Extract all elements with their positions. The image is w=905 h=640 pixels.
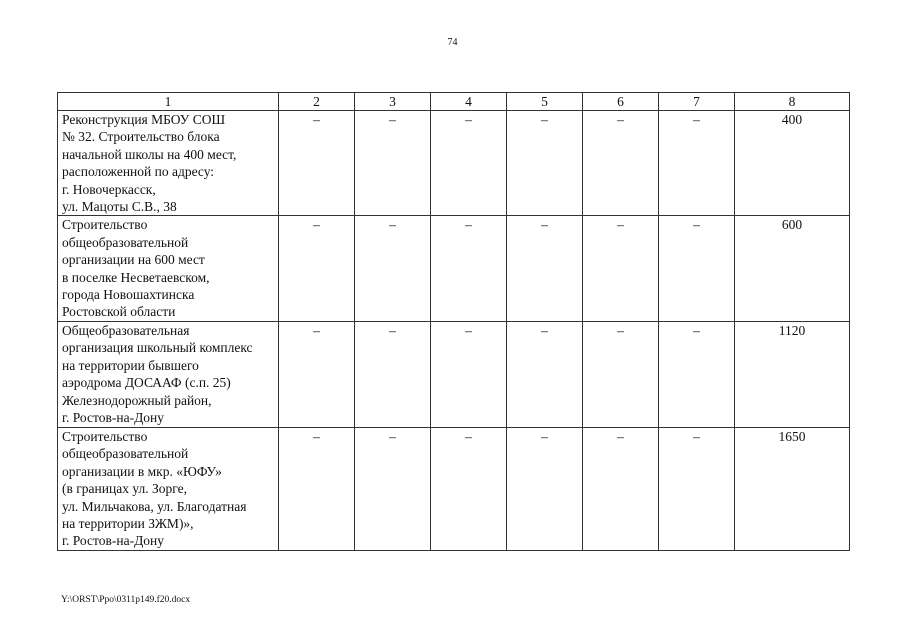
- column-header-1: 1: [58, 93, 279, 111]
- cell-col-4: –: [431, 427, 507, 550]
- cell-col-3: –: [355, 427, 431, 550]
- data-table: [57, 92, 850, 551]
- column-header-2: 2: [279, 93, 355, 111]
- row-name: Реконструкция МБОУ СОШ № 32. Строительство блока начальной школы на 400 мест, расположенной по адресу: г. Новочеркасск, ул. Мацоты С.В., 38: [58, 111, 279, 216]
- cell-col-5: –: [507, 111, 583, 216]
- cell-col-4: –: [431, 321, 507, 427]
- cell-col-7: –: [659, 216, 735, 321]
- table-row: [58, 427, 850, 550]
- cell-col-2: –: [279, 111, 355, 216]
- cell-col-4: –: [431, 216, 507, 321]
- table-row: [58, 111, 850, 216]
- cell-col-6: –: [583, 111, 659, 216]
- header-row: [58, 93, 850, 111]
- footer-file-path: Y:\ORST\Ppo\0311p149.f20.docx: [61, 595, 191, 605]
- cell-col-3: –: [355, 321, 431, 427]
- page-number: 74: [447, 37, 458, 48]
- row-name: Строительство общеобразовательной организации в мкр. «ЮФУ» (в границах ул. Зорге, ул. Мильчакова, ул. Благодатная на территории ЗЖМ)», г. Ростов-на-Дону: [58, 427, 279, 550]
- row-name: Строительство общеобразовательной организации на 600 мест в поселке Несветаевском, города Новошахтинска Ростовской области: [58, 216, 279, 321]
- cell-col-3: –: [355, 111, 431, 216]
- cell-col-5: –: [507, 427, 583, 550]
- cell-col-7: –: [659, 111, 735, 216]
- cell-col-2: –: [279, 216, 355, 321]
- column-header-6: 6: [583, 93, 659, 111]
- cell-col-6: –: [583, 427, 659, 550]
- cell-col-8: 600: [735, 216, 850, 321]
- row-name: Общеобразовательная организация школьный комплекс на территории бывшего аэродрома ДОСААФ (с.п. 25) Железнодорожный район, г. Ростов-на-Дону: [58, 321, 279, 427]
- cell-col-8: 1650: [735, 427, 850, 550]
- cell-col-2: –: [279, 427, 355, 550]
- cell-col-8: 1120: [735, 321, 850, 427]
- cell-col-6: –: [583, 216, 659, 321]
- cell-col-4: –: [431, 111, 507, 216]
- table-row: [58, 216, 850, 321]
- column-header-7: 7: [659, 93, 735, 111]
- column-header-8: 8: [735, 93, 850, 111]
- cell-col-5: –: [507, 216, 583, 321]
- table-row: [58, 321, 850, 427]
- cell-col-3: –: [355, 216, 431, 321]
- cell-col-5: –: [507, 321, 583, 427]
- cell-col-8: 400: [735, 111, 850, 216]
- column-header-4: 4: [431, 93, 507, 111]
- cell-col-7: –: [659, 427, 735, 550]
- cell-col-7: –: [659, 321, 735, 427]
- cell-col-2: –: [279, 321, 355, 427]
- column-header-3: 3: [355, 93, 431, 111]
- cell-col-6: –: [583, 321, 659, 427]
- column-header-5: 5: [507, 93, 583, 111]
